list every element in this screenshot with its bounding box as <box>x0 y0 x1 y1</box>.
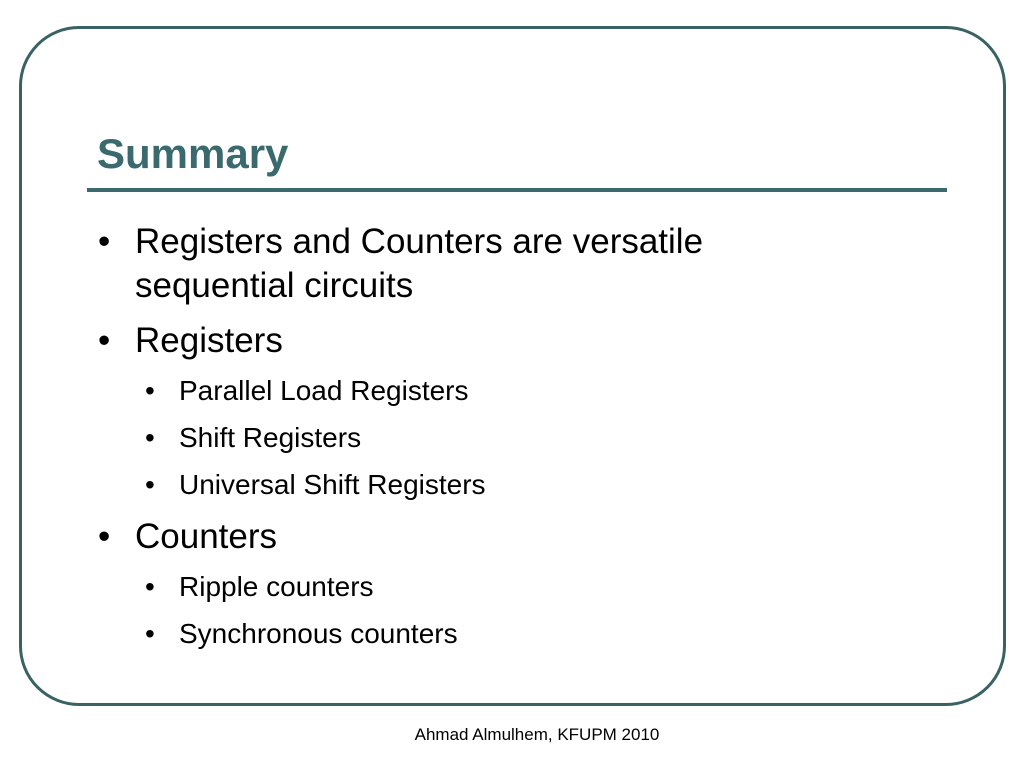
bullet-marker: • <box>98 321 111 360</box>
bullet-text-line: Registers and Counters are versatile <box>135 222 704 261</box>
bullet-marker: • <box>145 469 155 500</box>
bullet-text: Ripple counters <box>179 571 374 602</box>
bullet-text: Shift Registers <box>179 422 362 453</box>
bullet-marker: • <box>145 375 155 406</box>
bullet-marker: • <box>145 618 155 649</box>
title-underline <box>87 188 947 192</box>
bullet-marker: • <box>98 222 111 261</box>
slide-footer: Ahmad Almulhem, KFUPM 2010 <box>414 725 660 744</box>
bullet-text: Registers <box>135 321 283 360</box>
bullet-text: Universal Shift Registers <box>179 469 486 500</box>
bullet-marker: • <box>145 571 155 602</box>
bullet-marker: • <box>98 517 111 556</box>
bullet-text-line: sequential circuits <box>135 266 414 305</box>
bullet-text: Synchronous counters <box>179 618 458 649</box>
bullet-marker: • <box>145 422 155 453</box>
slide-title: Summary <box>97 130 289 177</box>
bullet-text: Counters <box>135 517 278 556</box>
bullet-text <box>135 220 703 308</box>
bullet-text: Parallel Load Registers <box>179 375 469 406</box>
